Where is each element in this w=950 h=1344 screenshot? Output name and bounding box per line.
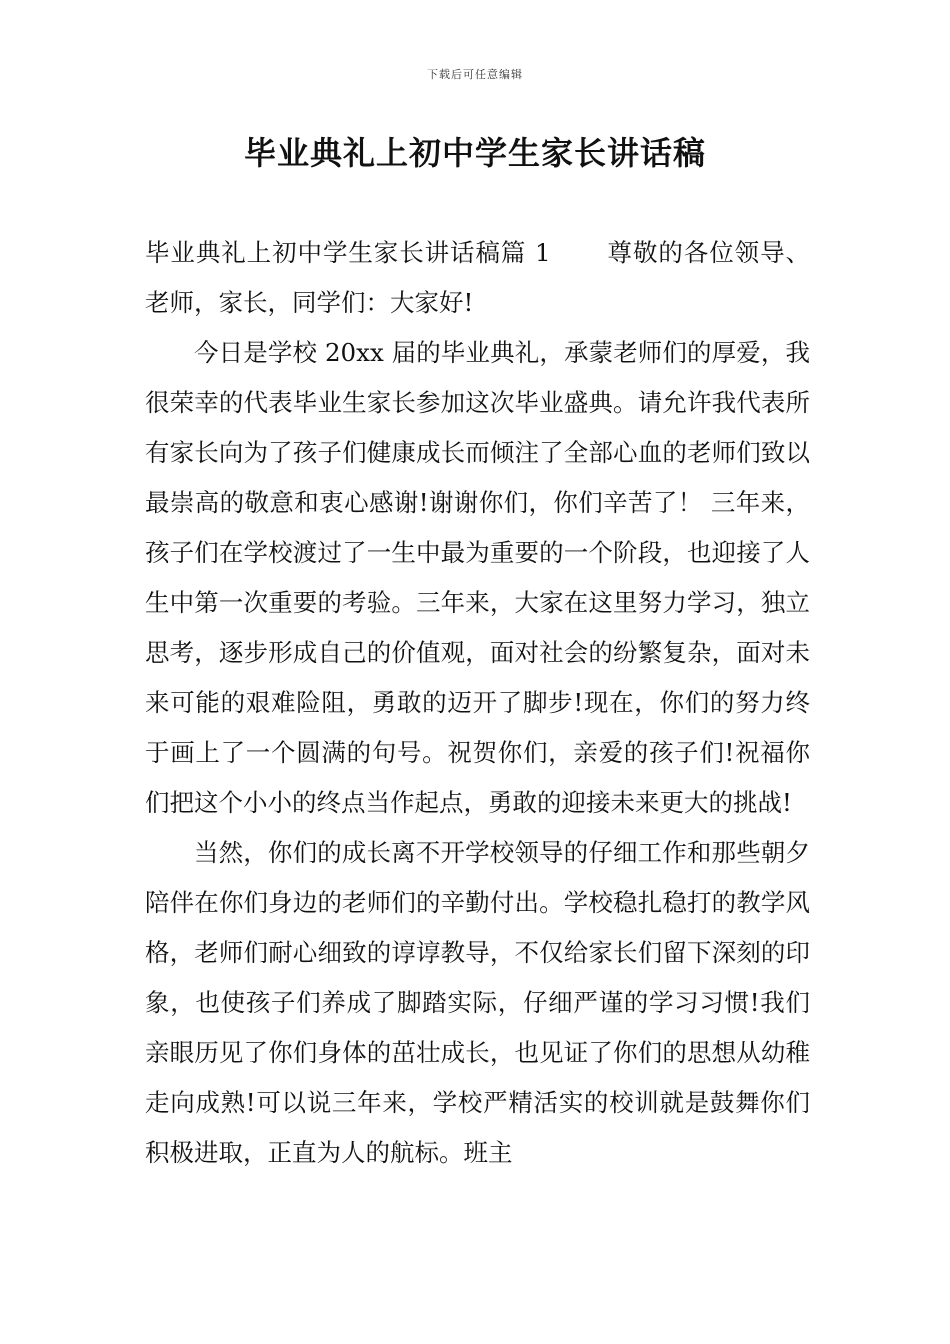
greeting: 尊敬的各位领导、老师，家长，同学们：大家好! bbox=[145, 238, 810, 317]
intro-heading: 毕业典礼上初中学生家长讲话稿篇 1 bbox=[145, 238, 551, 267]
body-paragraph-1: 今日是学校 20xx 届的毕业典礼，承蒙老师们的厚爱，我很荣幸的代表毕业生家长参加这次毕业盛典。请允许我代表所有家长向为了孩子们健康成长而倾注了全部心血的老师们致以最崇高的敬意和衷心感谢!谢谢你们，你们辛苦了！ 三年来，孩子们在学校渡过了一生中最为重要的一个阶段，也迎接了人生中第一次重要的考验。三年来，大家在这里努力学习，独立思考，逐步形成自己的价值观，面对社会的纷繁复杂，面对未来可能的艰难险阻，勇敢的迈开了脚步!现在，你们的努力终于画上了一个圆满的句号。祝贺你们，亲爱的孩子们!祝福你们把这个小小的终点当作起点，勇敢的迎接未来更大的挑战! bbox=[145, 338, 810, 817]
document-body bbox=[145, 228, 810, 1178]
header-note: 下载后可任意编辑 bbox=[427, 68, 523, 81]
document-title: 毕业典礼上初中学生家长讲话稿 bbox=[243, 134, 706, 172]
intro-paragraph bbox=[145, 228, 810, 328]
body-paragraph-2: 当然，你们的成长离不开学校领导的仔细工作和那些朝夕陪伴在你们身边的老师们的辛勤付出。学校稳扎稳打的教学风格，老师们耐心细致的谆谆教导，不仅给家长们留下深刻的印象，也使孩子们养成了脚踏实际，仔细严谨的学习习惯!我们亲眼历见了你们身体的茁壮成长，也见证了你们的思想从幼稚走向成熟!可以说三年来，学校严精活实的校训就是鼓舞你们积极进取，正直为人的航标。班主 bbox=[145, 838, 810, 1167]
